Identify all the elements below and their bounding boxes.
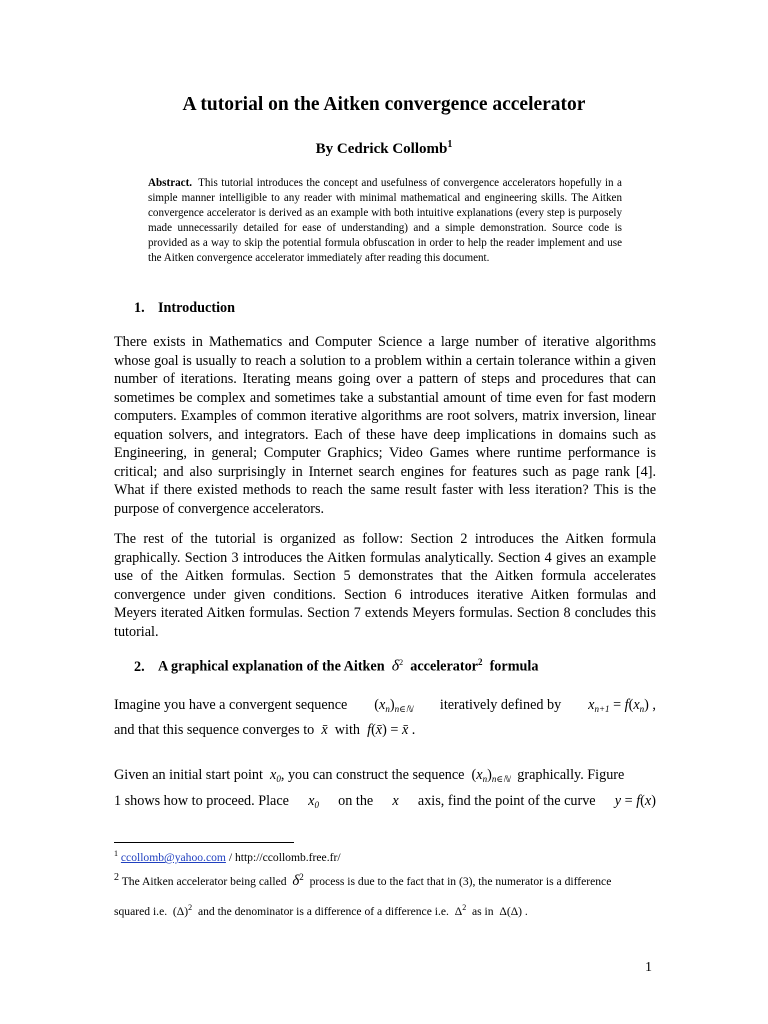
author-name: By Cedrick Collomb: [315, 141, 448, 157]
section-title-part: accelerator: [410, 658, 478, 675]
page-number: 1: [645, 960, 652, 975]
email-link[interactable]: ccollomb@yahoo.com: [120, 850, 226, 864]
delta-symbol: δ: [391, 657, 400, 675]
recurrence-formula: $x_{n+1} = f(x_n)$ ,: [588, 697, 656, 714]
difference-squared: $(\Delta)^2$: [172, 903, 193, 918]
axis-symbol: x: [392, 793, 399, 809]
footnote-text: squared i.e.: [114, 904, 168, 918]
text-run: on the: [338, 793, 374, 809]
intro-paragraph-1: There exists in Mathematics and Computer Science a large number of iterative algorithms whose goal is usually to reach a solution to a problem within a certain tolerance within a given number of iterations. Iterating means going over a pattern of steps and procedures that can sometimes be complex and sometimes take a substantial amount of time even for fast modern computers. Examples of common iterative algorithms are root solvers, matrix inversion, linear equation solvers, and integrators. Each of these have deep implications in domains such as Engineering, in general; Computer Graphics; Video Games where runtime performance is critical; and also surprisingly in Internet search engines for features such as page rank [4]. What if there existed methods to reach the same result faster with less iteration? This is the purpose of convergence accelerators.: [114, 334, 656, 517]
author-line: [0, 139, 768, 158]
footnote-text: The Aitken accelerator being called: [121, 874, 287, 888]
abstract-text: This tutorial introduces the concept and usefulness of convergence accelerators hopefully in a simple manner intelligible to any reader with minimal mathematical and engineering skills. The Aitken convergence accelerator is derived as an example with both intuitive explanations (every step is purposely made unnecessarily detailed for ease of understanding) and a simple demonstration. Source code is provided as a way to skip the potential formula obfuscation in order to help the reader implement and use the Aitken convergence accelerator immediately after reading this document.: [148, 177, 622, 264]
delta-exponent: 2: [299, 872, 304, 882]
footnote-text: as in: [471, 904, 494, 918]
footnote-marker: 2: [114, 872, 119, 883]
footnote-2: [114, 872, 674, 890]
text-run: iteratively defined by: [439, 697, 562, 713]
text-run: axis, find the point of the curve: [417, 793, 596, 809]
text-run: and that this sequence converges to: [114, 722, 315, 738]
abstract: [148, 176, 622, 265]
delta-symbol: δ: [292, 872, 300, 889]
section-number: 2.: [134, 658, 145, 675]
text-run: , you can construct the sequence: [280, 767, 465, 783]
delta-exponent: 2: [399, 658, 404, 667]
intro-paragraph-2: The rest of the tutorial is organized as follow: Section 2 introduces the Aitken formula graphically. Section 3 introduces the Aitken formulas analytically. Section 4 gives an example use of the Aitken formulas. Section 5 demonstrates that the Aitken formula accelerates convergence under given conditions. Section 6 introduces iterative Aitken formulas and Meyers iterated Aitken formulas. Section 7 extends Meyers formulas. Section 8 concludes this tutorial.: [114, 531, 656, 640]
footnote-1: [114, 849, 674, 864]
section-heading-graphical: [134, 657, 538, 676]
abstract-label: Abstract.: [148, 177, 193, 189]
convergence-line: [114, 721, 656, 740]
text-run: graphically. Figure: [517, 767, 625, 783]
text-run: Imagine you have a convergent sequence: [114, 697, 348, 713]
sequence-notation: $(x_n)_{n\in ℕ}$: [471, 767, 511, 784]
start-point-symbol: $x_0$: [308, 793, 319, 810]
sequence-notation: $(x_n)_{n\in ℕ}$: [374, 697, 413, 714]
section-title-part: A graphical explanation of the Aitken: [158, 658, 385, 675]
footnote-marker: 1: [447, 139, 453, 150]
section-title: Introduction: [158, 300, 235, 316]
footnote-marker: 1: [114, 849, 118, 858]
delta-squared: $\Delta^2$: [454, 903, 467, 918]
footnote-2-continued: [114, 903, 674, 918]
start-point-symbol: $x_0$: [270, 767, 281, 784]
text-run: 1 shows how to proceed. Place: [114, 793, 289, 809]
fixed-point-formula: f(x̄) = x̄ .: [367, 722, 416, 738]
text-run: Given an initial start point: [114, 767, 263, 783]
sequence-definition-line: [114, 696, 656, 719]
section-title-part: formula: [489, 658, 539, 675]
figure-reference-line: [114, 792, 656, 815]
section-heading-introduction: [134, 300, 235, 317]
footnote-text: and the denominator is a difference of a difference i.e.: [197, 904, 449, 918]
footnote-text: / http://ccollomb.free.fr/: [225, 850, 341, 864]
delta-of-delta: Δ(Δ) .: [499, 904, 528, 918]
text-run: with: [334, 722, 361, 738]
curve-formula: y = f(x): [614, 793, 656, 809]
section-number: 1.: [134, 300, 145, 316]
footnote-rule: [114, 842, 294, 843]
paper-title: A tutorial on the Aitken convergence accelerator: [182, 94, 586, 115]
footnote-text: process is due to the fact that in (3), the numerator is a difference: [309, 874, 612, 888]
construction-line: [114, 766, 656, 789]
footnote-marker: 2: [477, 657, 483, 667]
limit-symbol: x̄: [321, 722, 328, 738]
